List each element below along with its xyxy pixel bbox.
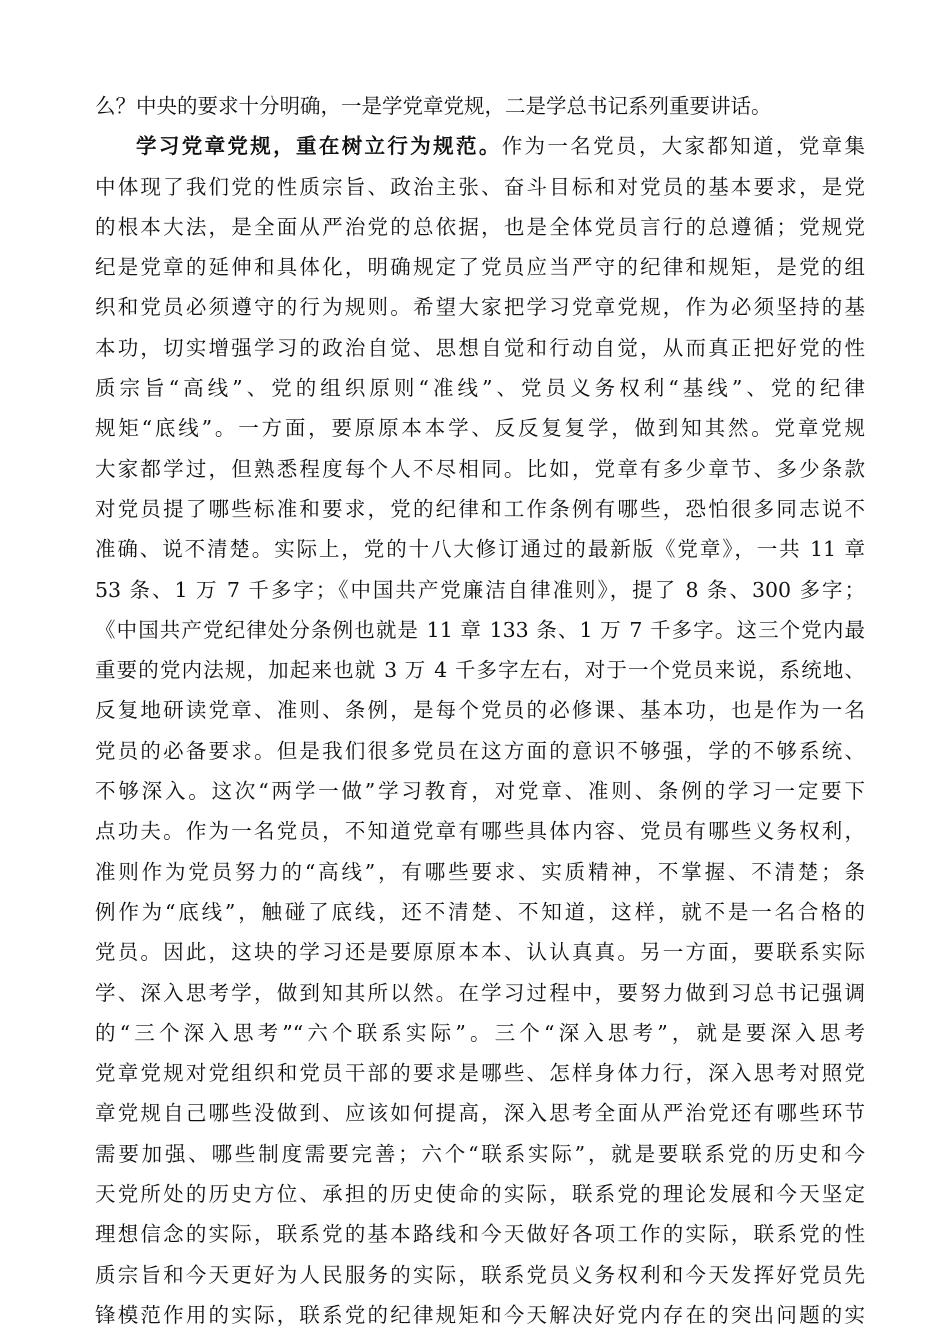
text-line: 质宗旨和今天更好为人民服务的实际，联系党员义务权利和今天发挥好党员先: [95, 1262, 865, 1287]
text-line: 党员的必备要求。但是我们很多党员在这方面的意识不够强，学的不够系统、: [95, 738, 865, 763]
body-text: [95, 86, 865, 1335]
paragraph-first-line: [95, 126, 865, 166]
text-line: 的“三个深入思考”“六个联系实际”。三个“深入思考”，就是要深入思考: [95, 1020, 865, 1045]
text-line: 么？中央的要求十分明确，一是学党章党规，二是学总书记系列重要讲话。: [95, 94, 772, 118]
paragraph-heading: 学习党章党规，重在树立行为规范。: [136, 134, 502, 159]
text-line: 53 条、1 万 7 千多字；《中国共产党廉洁自律准则》，提了 8 条、300 多字；: [95, 577, 865, 602]
text-line: 中体现了我们党的性质宗旨、政治主张、奋斗目标和对党员的基本要求，是党: [95, 174, 865, 199]
text-line: 《中国共产党纪律处分条例也就是 11 章 133 条、1 万 7 千多字。这三个党内最: [95, 617, 865, 642]
text-line: 天党所处的历史方位、承担的历史使命的实际，联系党的理论发展和今天坚定: [95, 1182, 865, 1207]
text-line: 理想信念的实际，联系党的基本路线和今天做好各项工作的实际，联系党的性: [95, 1222, 865, 1247]
text-line-rest: 作为一名党员，大家都知道，党章集: [501, 134, 866, 159]
text-line: 章党规自己哪些没做到、应该如何提高，深入思考全面从严治党还有哪些环节: [95, 1101, 865, 1126]
text-line: 准则作为党员努力的“高线”，有哪些要求、实质精神，不掌握、不清楚；条: [95, 859, 865, 884]
text-line: 对党员提了哪些标准和要求，党的纪律和工作条例有哪些，恐怕很多同志说不: [95, 496, 865, 521]
text-line: 需要加强、哪些制度需要完善；六个“联系实际”，就是要联系党的历史和今: [95, 1141, 865, 1166]
text-line: 的根本大法，是全面从严治党的总依据，也是全体党员言行的总遵循；党规党: [95, 214, 865, 239]
text-line: 大家都学过，但熟悉程度每个人不尽相同。比如，党章有多少章节、多少条款: [95, 456, 865, 481]
text-line: 例作为“底线”，触碰了底线，还不清楚、不知道，这样，就不是一名合格的: [95, 899, 865, 924]
text-line: 规矩“底线”。一方面，要原原本本学、反反复复学，做到知其然。党章党规: [95, 416, 865, 441]
text-line: 学、深入思考学，做到知其所以然。在学习过程中，要努力做到习总书记强调: [95, 980, 865, 1005]
text-line: 党员。因此，这块的学习还是要原原本本、认认真真。另一方面，要联系实际: [95, 940, 865, 965]
text-line: 不够深入。这次“两学一做”学习教育，对党章、准则、条例的学习一定要下: [95, 779, 865, 804]
text-line: 反复地研读党章、准则、条例，是每个党员的必修课、基本功，也是作为一名: [95, 698, 865, 723]
text-line: 锋模范作用的实际，联系党的纪律规矩和今天解决好党内存在的突出问题的实: [95, 1302, 865, 1327]
text-line: 重要的党内法规，加起来也就 3 万 4 千多字左右，对于一个党员来说，系统地、: [95, 658, 865, 683]
text-line: 党章党规对党组织和党员干部的要求是哪些、怎样身体力行，深入思考对照党: [95, 1061, 865, 1086]
text-line: 纪是党章的延伸和具体化，明确规定了党员应当严守的纪律和规矩，是党的组: [95, 255, 865, 280]
text-line: 点功夫。作为一名党员，不知道党章有哪些具体内容、党员有哪些义务权利，: [95, 819, 865, 844]
text-line: 质宗旨“高线”、党的组织原则“准线”、党员义务权利“基线”、党的纪律: [95, 376, 865, 401]
text-line: 织和党员必须遵守的行为规则。希望大家把学习党章党规，作为必须坚持的基: [95, 295, 865, 320]
text-line: 本功，切实增强学习的政治自觉、思想自觉和行动自觉，从而真正把好党的性: [95, 335, 865, 360]
text-line: 准确、说不清楚。实际上，党的十八大修订通过的最新版《党章》，一共 11 章: [95, 537, 865, 562]
